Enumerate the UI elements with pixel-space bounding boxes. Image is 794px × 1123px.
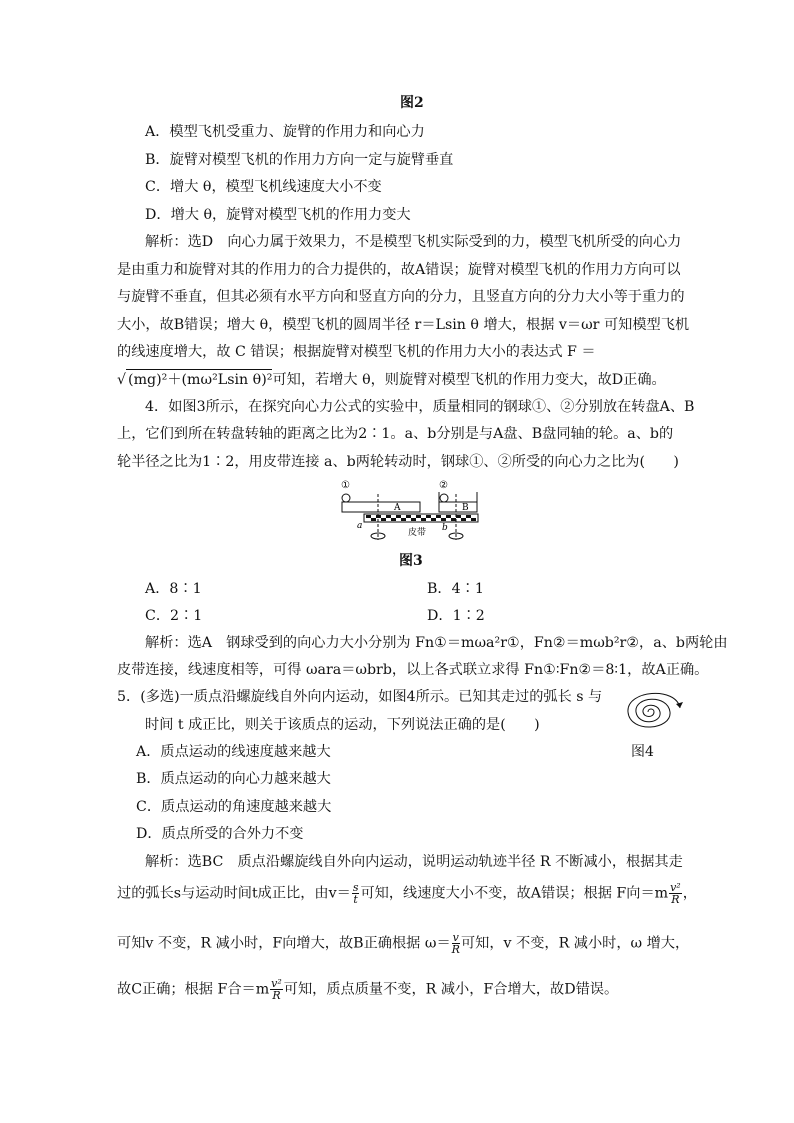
fraction-numerator: s <box>352 881 359 894</box>
q4-option-d: D．1∶2 <box>427 608 485 624</box>
q3-answer-line-2: 是由重力和旋臂对其的作用力的合力提供的，故A错误；旋臂对模型飞机的作用力方向可以 <box>117 262 681 278</box>
q5-option-b: B．质点运动的向心力越来越大 <box>136 771 331 787</box>
fraction-denominator: R <box>451 943 460 956</box>
q3-answer-line-6-tail: 可知，若增大 θ，则旋臂对模型飞机的作用力变大，故D正确。 <box>272 372 666 388</box>
q5-answer-line-3b: 可知，v 不变，R 减小时，ω 增大， <box>460 935 690 952</box>
ball-1-label: ① <box>341 480 350 491</box>
q4-option-b: B．4∶1 <box>427 581 484 597</box>
figure-4-spiral <box>610 684 690 740</box>
q4-answer-line-2: 皮带连接，线速度相等，可得 ωara＝ωbrb，以上各式联立求得 Fn①∶Fn②＝8∶1，故A正确。 <box>117 662 709 678</box>
ball-2-label: ② <box>439 480 448 491</box>
q3-answer-line-3: 与旋臂不垂直，但其必须有水平方向和竖直方向的分力，且竖直方向的分力大小等于重力的 <box>117 289 685 305</box>
ball-1 <box>342 494 350 502</box>
disk-a-label: A <box>394 503 401 513</box>
fraction-denominator: R <box>671 893 680 906</box>
q3-option-a: A．模型飞机受重力、旋臂的作用力和向心力 <box>145 124 425 140</box>
fraction-denominator: R <box>272 989 281 1002</box>
ball-2 <box>440 494 448 502</box>
fraction-v2-over-r <box>669 882 682 905</box>
q5-answer-line-3 <box>117 932 689 955</box>
disk-b-label: B <box>462 503 469 513</box>
q4-option-a: A．8∶1 <box>145 581 202 597</box>
q5-stem-line-1: 5．(多选)一质点沿螺旋线自外向内运动，如图4所示。已知其走过的弧长 s 与 <box>117 689 603 705</box>
figure-3-caption: 图3 <box>399 553 423 569</box>
disk-a <box>342 502 420 512</box>
q3-option-c: C．增大 θ，模型飞机线速度大小不变 <box>145 179 382 195</box>
fraction-numerator: v <box>452 931 459 944</box>
q4-stem-line-1: 4．如图3所示，在探究向心力公式的实验中，质量相同的钢球①、②分别放在转盘A、B <box>145 399 695 415</box>
fraction-s-over-t <box>352 882 360 905</box>
sqrt-formula: (mg)²＋(mω²Lsin θ)² <box>126 369 272 390</box>
wheel-a-label: a <box>357 521 363 531</box>
q5-answer-line-2: 过的弧长s与运动时间t成正比，由v＝ $\frac{s}{t}$ 可知，线速度大小不变，故A错误；根据 F向＝m $\frac{\text{v²}}{R}$ ， <box>117 881 697 906</box>
q3-answer-line-1: 解析：选D 向心力属于效果力，不是模型飞机实际受到的力，模型飞机所受的向心力 <box>145 234 682 250</box>
figure-3-apparatus <box>338 478 498 544</box>
fraction-numerator: v² <box>670 881 681 894</box>
wheel-b-label: b <box>442 523 448 533</box>
q4-option-c: C．2∶1 <box>145 608 203 624</box>
q5-answer-line-2a: 过的弧长s与运动时间t成正比，由v＝ <box>117 885 351 902</box>
q5-answer-line-4b: 可知，质点质量不变，R 减小，F合增大，故D错误。 <box>283 981 619 998</box>
q5-answer-line-2b: 可知，线速度大小不变，故A错误；根据 F向＝m <box>360 885 669 902</box>
q5-stem-line-2: 时间 t 成正比，则关于该质点的运动，下列说法正确的是( ) <box>145 717 540 733</box>
q3-option-d: D．增大 θ，旋臂对模型飞机的作用力变大 <box>145 207 411 223</box>
fraction-v2-over-r-2 <box>270 978 283 1001</box>
q3-answer-line-6 <box>117 369 666 390</box>
q5-option-d: D．质点所受的合外力不变 <box>136 826 304 842</box>
q4-answer-line-1: 解析：选A 钢球受到的向心力大小分别为 Fn①＝mωa²r①，Fn②＝mωb²r②，a、b两轮由 <box>145 635 728 651</box>
fraction-v-over-r <box>452 932 460 955</box>
q5-answer-line-1: 解析：选BC 质点沿螺旋线自外向内运动，说明运动轨迹半径 R 不断减小，根据其走 <box>145 854 683 870</box>
figure-2-caption: 图2 <box>400 95 424 111</box>
q5-answer-line-3a: 可知v 不变，R 减小时，F向增大，故B正确根据 ω＝ <box>117 935 451 952</box>
sqrt-sign: √ <box>117 372 127 388</box>
q3-answer-line-4: 大小，故B错误；增大 θ，模型飞机的圆周半径 r＝Lsin θ 增大，根据 v＝ωr 可知模型飞机 <box>117 317 690 333</box>
disk-b <box>439 502 477 512</box>
q5-option-c: C．质点运动的角速度越来越大 <box>136 799 332 815</box>
q5-option-a: A．质点运动的线速度越来越大 <box>136 744 331 760</box>
fraction-numerator: v² <box>271 977 282 990</box>
figure-4-caption: 图4 <box>631 744 654 760</box>
q4-stem-line-2: 上，它们到所在转盘转轴的距离之比为2∶1。a、b分别是与A盘、B盘同轴的轮。a、b的 <box>117 426 674 442</box>
q3-answer-line-5: 的线速度增大，故 C 错误；根据旋臂对模型飞机的作用力大小的表达式 F ＝ <box>117 344 596 360</box>
q5-answer-line-4 <box>117 978 618 1001</box>
q4-stem-line-3: 轮半径之比为1∶2，用皮带连接 a、b两轮转动时，钢球①、②所受的向心力之比为( ) <box>117 454 679 470</box>
fraction-denominator: t <box>353 893 358 906</box>
q5-answer-line-4a: 故C正确；根据 F合＝m <box>117 981 270 998</box>
belt-label: 皮带 <box>408 528 427 538</box>
q3-option-b: B．旋臂对模型飞机的作用力方向一定与旋臂垂直 <box>145 152 454 168</box>
